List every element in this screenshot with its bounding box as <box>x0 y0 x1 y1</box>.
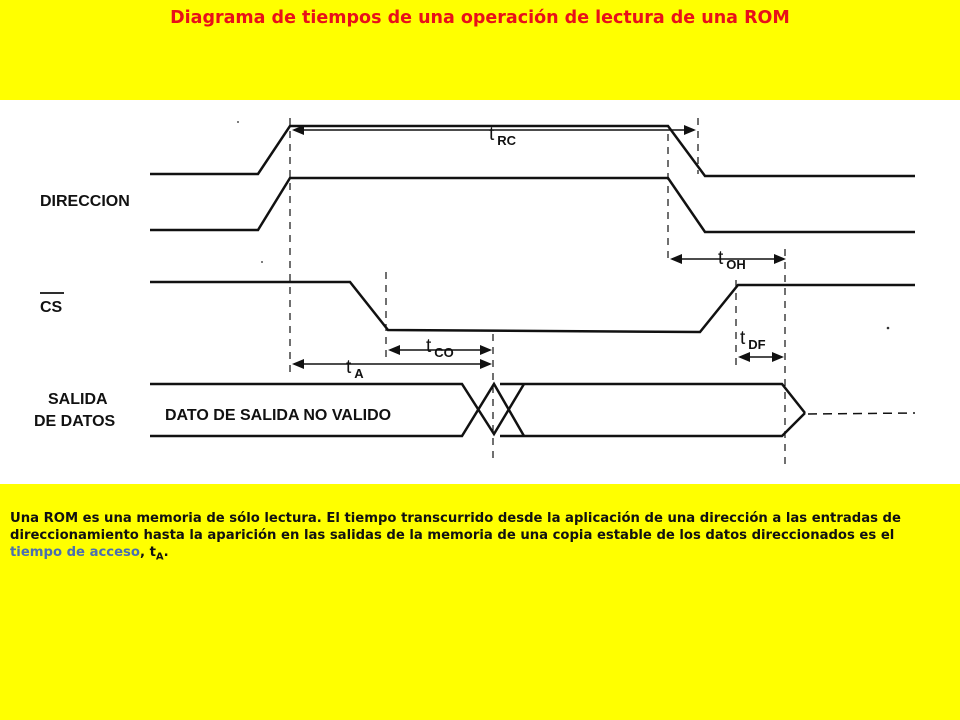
valid-data-high <box>500 384 805 413</box>
ta-arrow-head-left <box>292 359 304 369</box>
dato-no-valido-label: DATO DE SALIDA NO VALIDO <box>165 407 392 424</box>
valid-data-low <box>500 413 805 436</box>
ta-arrow-head-right <box>480 359 492 369</box>
caption-text-after: , t <box>139 545 156 560</box>
caption-subscript: A <box>155 551 164 563</box>
diagram-title: Diagrama de tiempos de una operación de lectura de una ROM <box>170 8 790 28</box>
ta-label: t $_A$ <box>346 357 364 381</box>
caption-highlight: tiempo de acceso <box>10 545 140 560</box>
tco-label: t $_{CO}$ <box>426 336 454 360</box>
trc-arrow-head-right <box>684 125 696 135</box>
toh-arrow-head-right <box>774 254 786 264</box>
tco-arrow-head-right <box>480 345 492 355</box>
toh-arrow-head-left <box>670 254 682 264</box>
speck <box>237 121 239 123</box>
cs-waveform <box>150 282 915 332</box>
caption-paragraph <box>10 510 950 566</box>
direccion-label: DIRECCION <box>40 193 130 210</box>
trc-label: t $_{RC}$ <box>489 124 517 148</box>
tdf-arrow-head-right <box>772 352 784 362</box>
salida-label-line1: SALIDA <box>48 391 108 408</box>
bottom-divider <box>0 480 960 484</box>
caption-text: Una ROM es una memoria de sólo lectura. El tiempo transcurrido desde la aplicación de una dirección a las entradas de direccionamiento hasta la aparición en las salidas de la memoria de una copia estable de los datos direccionados es el <box>10 511 901 543</box>
salida-label-line2: DE DATOS <box>34 413 116 430</box>
timing-diagram <box>0 104 960 480</box>
timing-diagram-panel <box>0 104 960 480</box>
caption-end: . <box>163 545 169 560</box>
cs-label: CS <box>40 299 63 316</box>
speck <box>261 261 263 263</box>
tco-arrow-head-left <box>388 345 400 355</box>
tdf-label: t $_{DF}$ <box>740 328 766 352</box>
toh-label: t $_{OH}$ <box>718 248 746 272</box>
speck <box>887 327 890 330</box>
direccion-waveform-low <box>150 178 915 232</box>
tdf-arrow-head-left <box>738 352 750 362</box>
direccion-waveform-high <box>150 126 915 176</box>
tristate-dashed-line <box>808 413 915 414</box>
